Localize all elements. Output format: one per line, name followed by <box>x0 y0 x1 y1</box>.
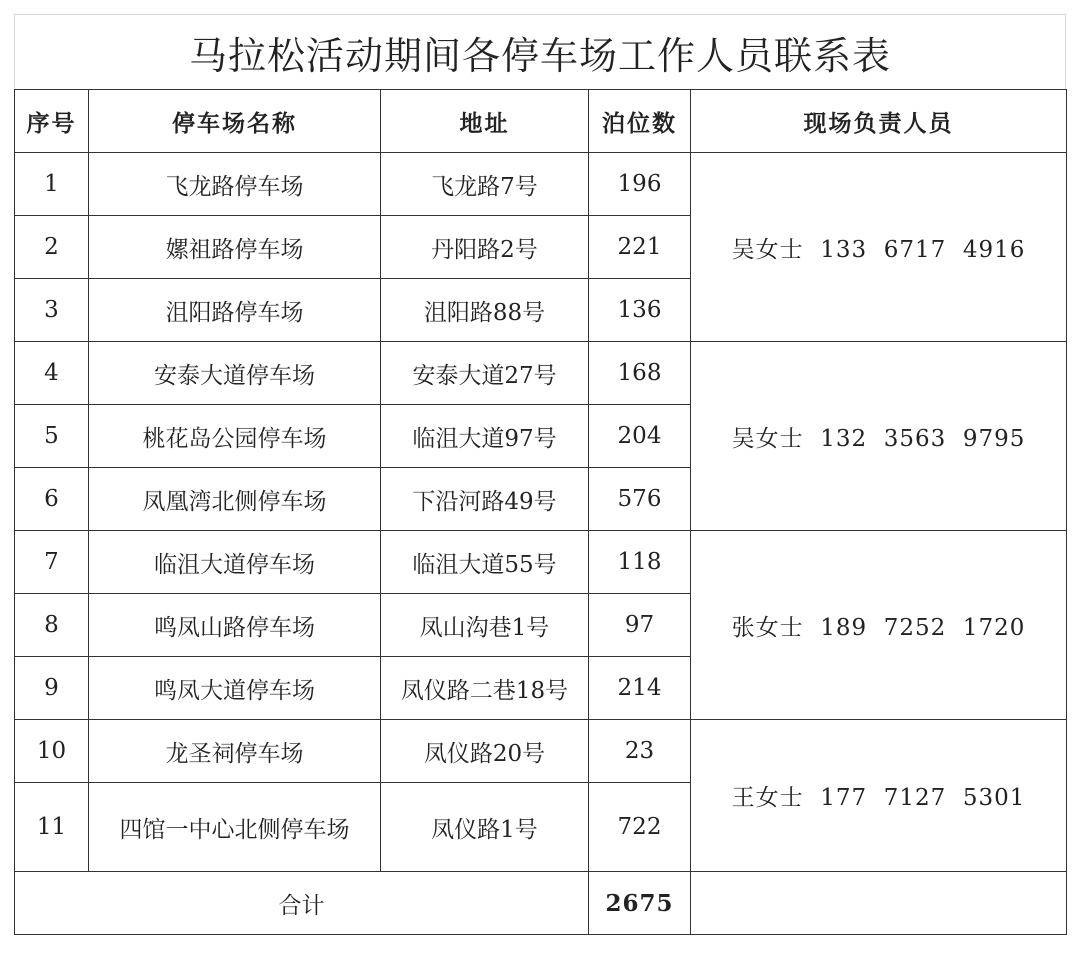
row-no: 8 <box>15 594 89 657</box>
total-empty-cell <box>691 872 1067 935</box>
row-spaces: 23 <box>589 720 691 783</box>
row-address: 凤山沟巷1号 <box>381 594 589 657</box>
row-spaces: 722 <box>589 783 691 872</box>
row-name: 飞龙路停车场 <box>89 153 381 216</box>
row-address: 凤仪路1号 <box>381 783 589 872</box>
row-name: 桃花岛公园停车场 <box>89 405 381 468</box>
row-no: 11 <box>15 783 89 872</box>
row-address: 凤仪路二巷18号 <box>381 657 589 720</box>
table-row <box>15 720 1067 783</box>
row-address: 飞龙路7号 <box>381 153 589 216</box>
header-no: 序号 <box>15 90 89 153</box>
row-no: 6 <box>15 468 89 531</box>
row-address: 下沿河路49号 <box>381 468 589 531</box>
parking-table <box>14 89 1067 935</box>
row-no: 3 <box>15 279 89 342</box>
row-no: 5 <box>15 405 89 468</box>
contact-cell: 王女士 177 7127 5301 <box>691 720 1067 872</box>
row-name: 鸣凤大道停车场 <box>89 657 381 720</box>
header-row <box>15 90 1067 153</box>
row-name: 鸣凤山路停车场 <box>89 594 381 657</box>
page-title: 马拉松活动期间各停车场工作人员联系表 <box>188 33 891 78</box>
header-contact: 现场负责人员 <box>691 90 1067 153</box>
header-spaces: 泊位数 <box>589 90 691 153</box>
row-name: 临沮大道停车场 <box>89 531 381 594</box>
row-spaces: 576 <box>589 468 691 531</box>
row-name: 安泰大道停车场 <box>89 342 381 405</box>
row-spaces: 168 <box>589 342 691 405</box>
row-address: 临沮大道97号 <box>381 405 589 468</box>
row-no: 9 <box>15 657 89 720</box>
row-spaces: 136 <box>589 279 691 342</box>
table-row <box>15 153 1067 216</box>
contact-cell: 张女士 189 7252 1720 <box>691 531 1067 720</box>
contact-sheet <box>14 14 1066 935</box>
row-no: 7 <box>15 531 89 594</box>
row-name: 凤凰湾北侧停车场 <box>89 468 381 531</box>
header-name: 停车场名称 <box>89 90 381 153</box>
total-row <box>15 872 1067 935</box>
row-address: 沮阳路88号 <box>381 279 589 342</box>
row-address: 安泰大道27号 <box>381 342 589 405</box>
row-no: 4 <box>15 342 89 405</box>
row-spaces: 214 <box>589 657 691 720</box>
row-no: 10 <box>15 720 89 783</box>
contact-cell: 吴女士 133 6717 4916 <box>691 153 1067 342</box>
row-no: 2 <box>15 216 89 279</box>
row-address: 凤仪路20号 <box>381 720 589 783</box>
row-name: 嫘祖路停车场 <box>89 216 381 279</box>
row-name: 沮阳路停车场 <box>89 279 381 342</box>
row-spaces: 118 <box>589 531 691 594</box>
header-address: 地址 <box>381 90 589 153</box>
row-name: 四馆一中心北侧停车场 <box>89 783 381 872</box>
row-address: 丹阳路2号 <box>381 216 589 279</box>
table-row <box>15 342 1067 405</box>
row-spaces: 221 <box>589 216 691 279</box>
total-label: 合计 <box>15 872 589 935</box>
total-value: 2675 <box>589 872 691 935</box>
row-spaces: 196 <box>589 153 691 216</box>
row-address: 临沮大道55号 <box>381 531 589 594</box>
row-no: 1 <box>15 153 89 216</box>
row-spaces: 204 <box>589 405 691 468</box>
row-name: 龙圣祠停车场 <box>89 720 381 783</box>
row-spaces: 97 <box>589 594 691 657</box>
contact-cell: 吴女士 132 3563 9795 <box>691 342 1067 531</box>
title-box <box>14 14 1066 89</box>
table-row <box>15 531 1067 594</box>
